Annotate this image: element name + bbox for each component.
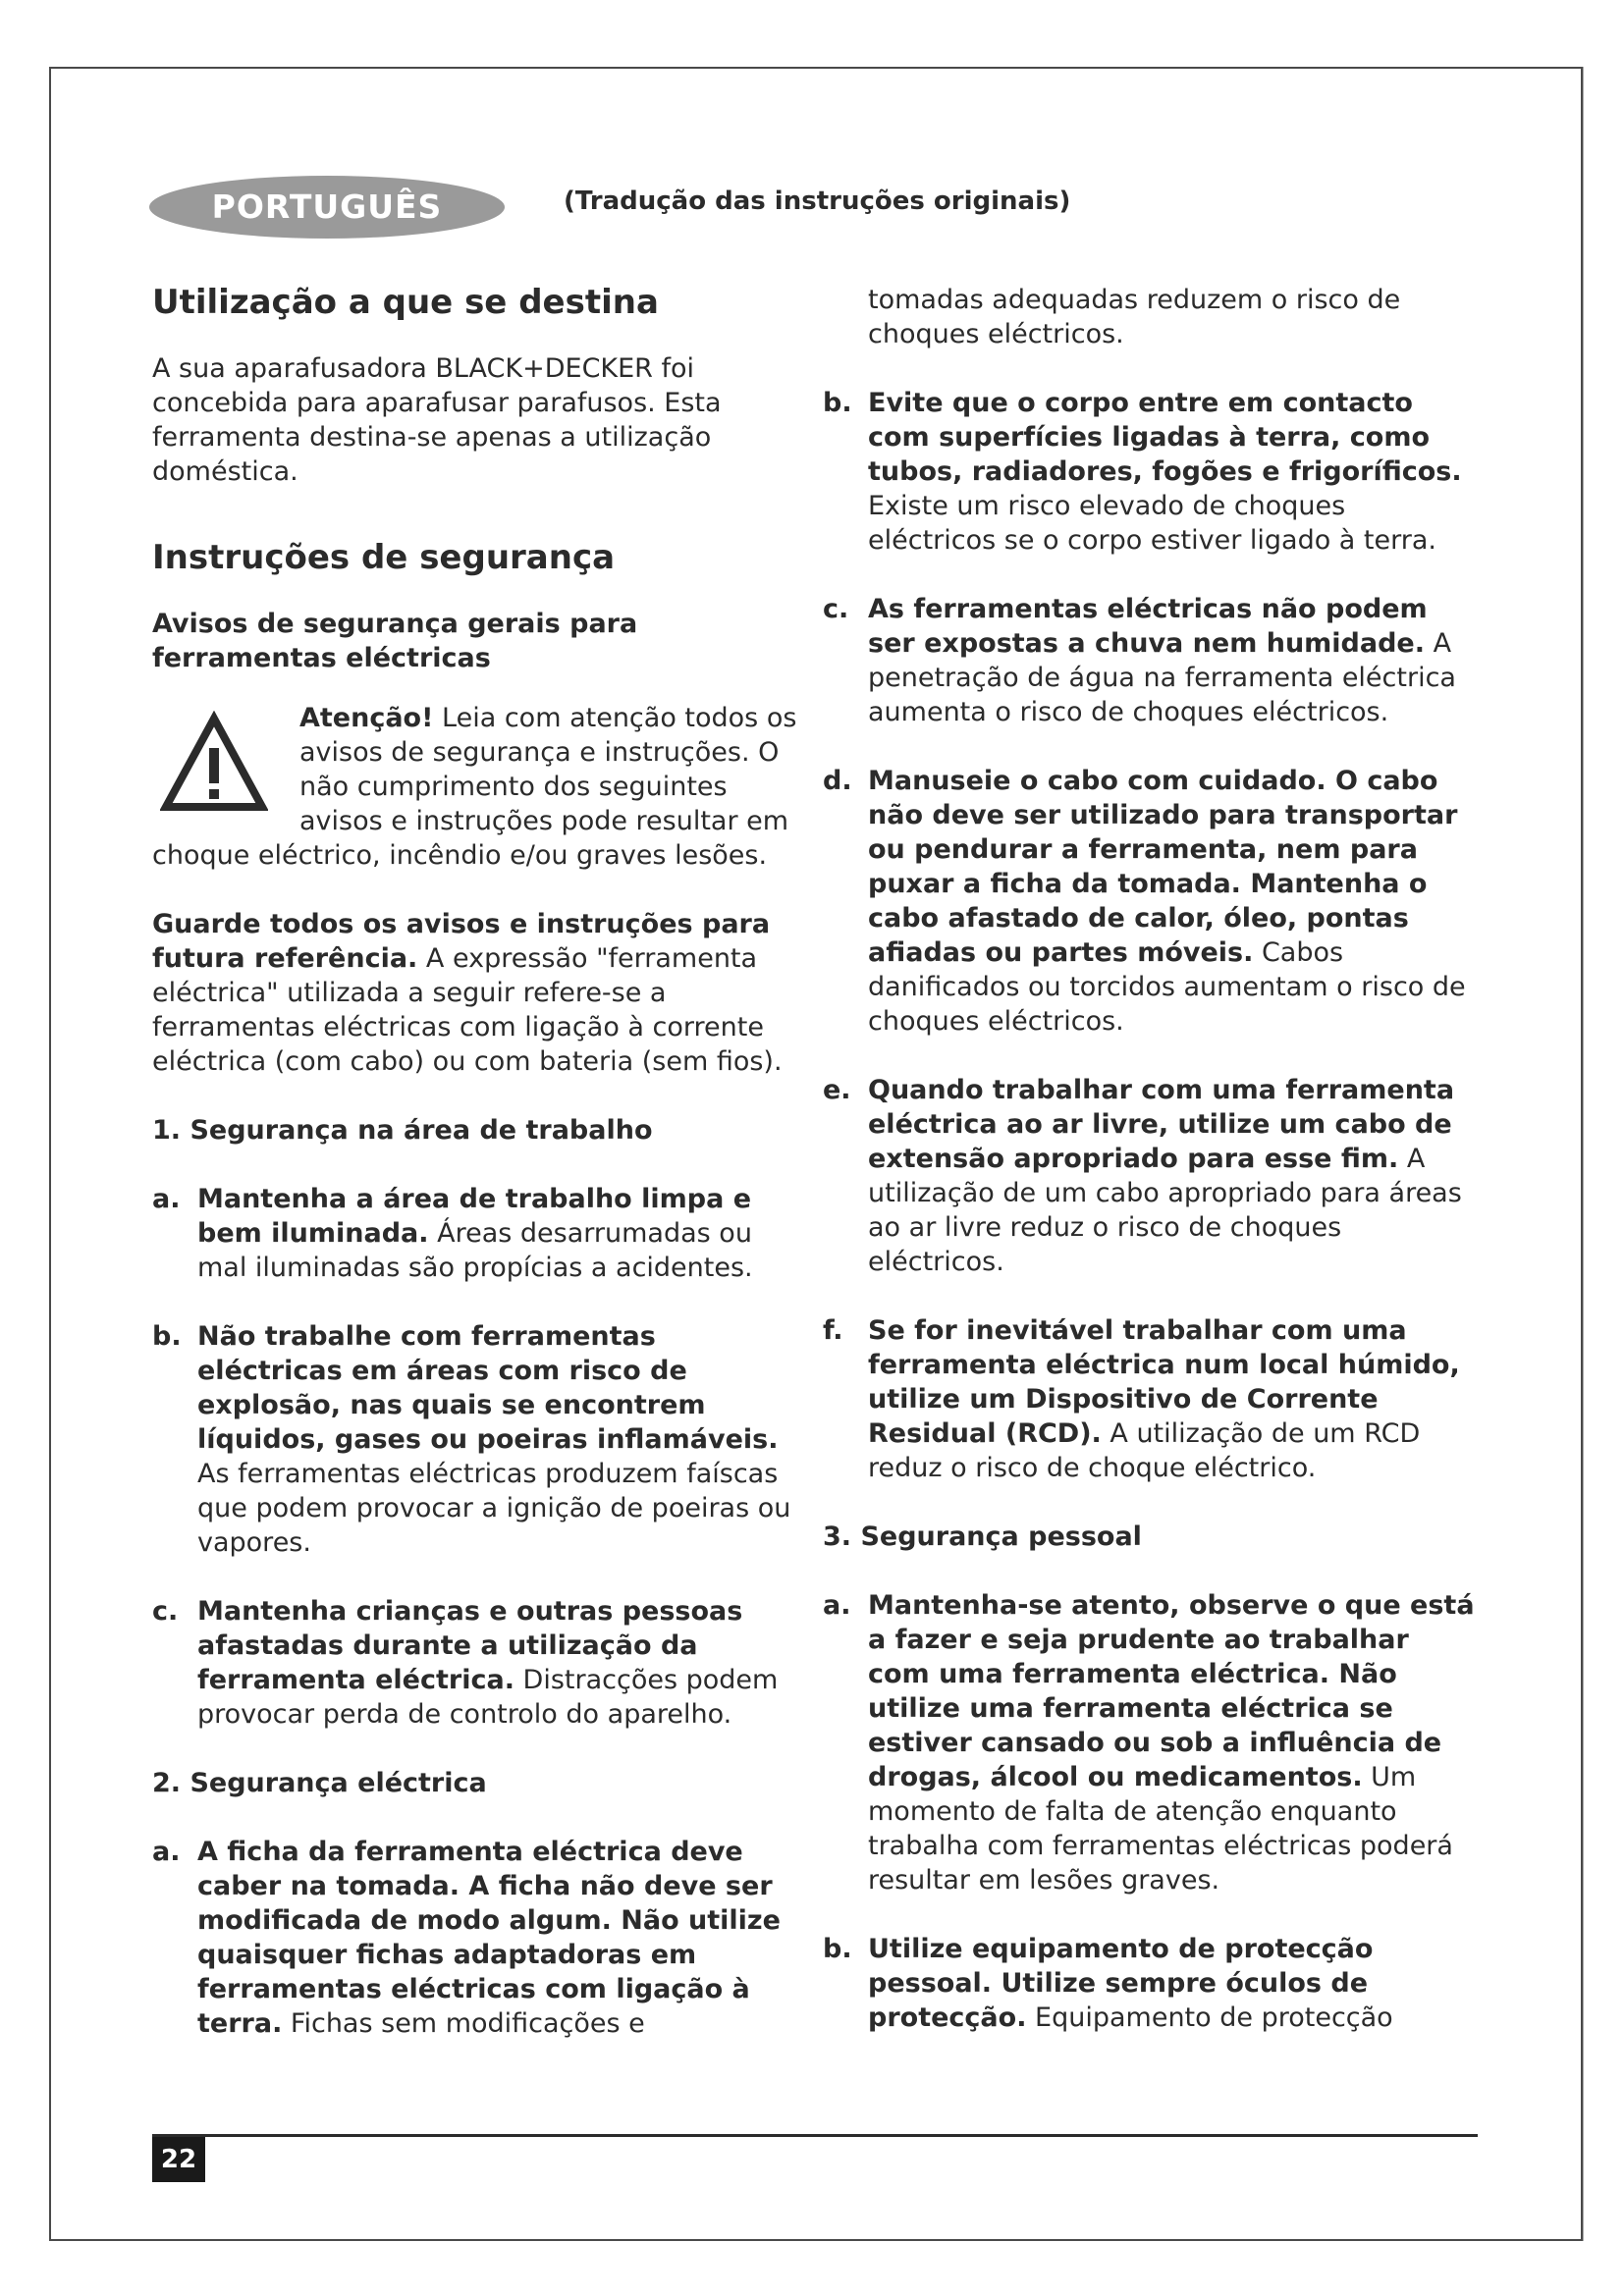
item-text: Cabos danificados ou torcidos aumentam o risco de choques eléctricos. [868,937,1466,1037]
list-item [823,1932,1479,2035]
language-badge: PORTUGUÊS [149,176,505,239]
item-label: a. [152,1184,181,1214]
item-label: a. [152,1837,181,1867]
item-label: a. [823,1590,851,1621]
warning-label: Atenção! [299,703,434,733]
translation-note: (Tradução das instruções originais) [564,187,1071,216]
section-3-heading: 3. Segurança pessoal [823,1522,1142,1552]
keep-instructions-bold: Guarde todos os avisos e instruções para futura referência. [152,909,771,974]
list-item [823,592,1479,729]
list-item [152,1182,800,1285]
page-edge-tab [1583,67,1592,2241]
warning-text: Leia com atenção todos os avisos de segurança e instruções. O não cumprimento dos seguintes avisos e instruções pode resultar em choque eléctrico, incêndio e/ou graves lesões. [152,703,797,871]
list-item [823,386,1479,558]
left-column [152,275,800,2041]
item-text: Equipamento de protecção [1026,2002,1393,2033]
item-label: b. [823,1934,852,1964]
item-bold-text: Mantenha-se atento, observe o que está a fazer e seja prudente ao trabalhar com uma ferramenta eléctrica. Não utilize uma ferramenta eléctrica se estiver cansado ou sob a influência de drogas, álcool ou medicamentos. [868,1590,1475,1792]
list-item [823,1588,1479,1897]
item-label: f. [823,1315,843,1346]
keep-instructions-text: A expressão "ferramenta eléctrica" utilizada a seguir refere-se a ferramentas eléctricas com ligação à corrente eléctrica (com cabo) ou com bateria (sem fios). [152,943,783,1077]
right-column [823,275,1479,2035]
item-text: Áreas desarrumadas ou mal iluminadas são propícias a acidentes. [197,1218,753,1283]
item-text: A utilização de um RCD reduz o risco de choque eléctrico. [868,1418,1421,1483]
item-bold-text: As ferramentas eléctricas não podem ser expostas a chuva nem humidade. [868,594,1428,659]
keep-instructions-paragraph [152,907,800,1079]
safety-heading: Instruções de segurança [152,538,616,577]
item-bold-text: Não trabalhe com ferramentas eléctricas em áreas com risco de explosão, nas quais se encontrem líquidos, gases ou poeiras inflamáveis. [197,1321,779,1455]
list-item [823,1073,1479,1279]
continued-text-body: tomadas adequadas reduzem o risco de choques eléctricos. [868,285,1401,349]
item-bold-text: Mantenha a área de trabalho limpa e bem iluminada. [197,1184,752,1249]
section-1-heading: 1. Segurança na área de trabalho [152,1115,653,1146]
item-bold-text: Utilize equipamento de protecção pessoal. Utilize sempre óculos de protecção. [868,1934,1374,2033]
item-text: Distracções podem provocar perda de controlo do aparelho. [197,1665,779,1730]
item-bold-text: Manuseie o cabo com cuidado. O cabo não deve ser utilizado para transportar ou pendurar a ferramenta, nem para puxar a ficha da tomada. Mantenha o cabo afastado de calor, óleo, pontas afiadas ou partes móveis. [868,766,1458,968]
footer-rule [152,2134,1478,2137]
intended-use-text: A sua aparafusadora BLACK+DECKER foi concebida para aparafusar parafusos. Esta ferramenta destina-se apenas a utilização doméstica. [152,353,722,487]
item-bold-text: Quando trabalhar com uma ferramenta eléctrica ao ar livre, utilize um cabo de extensão apropriado para esse fim. [868,1075,1455,1174]
intended-use-heading: Utilização a que se destina [152,283,659,322]
item-label: c. [823,594,849,624]
item-label: e. [823,1075,851,1105]
list-item [152,1594,800,1732]
item-label: d. [823,766,852,796]
item-text: A penetração de água na ferramenta eléctrica aumenta o risco de choques eléctricos. [868,628,1456,727]
item-bold-text: Evite que o corpo entre em contacto com superfícies ligadas à terra, como tubos, radiadores, fogões e frigoríficos. [868,388,1462,487]
continued-text [823,283,1479,351]
list-item [823,1313,1479,1485]
item-text: Existe um risco elevado de choques eléctricos se o corpo estiver ligado à terra. [868,491,1436,556]
warning-triangle-icon [160,711,268,819]
general-warnings-heading: Avisos de segurança gerais para ferramentas eléctricas [152,609,638,673]
item-label: c. [152,1596,179,1627]
item-text: Fichas sem modificações e [282,2008,645,2039]
item-label: b. [823,388,852,418]
list-item [823,764,1479,1039]
page-number: 22 [152,2137,205,2182]
item-bold-text: Mantenha crianças e outras pessoas afastadas durante a utilização da ferramenta eléctrica. [197,1596,743,1695]
list-item [152,1835,800,2041]
list-item [152,1319,800,1560]
item-text: A utilização de um cabo apropriado para áreas ao ar livre reduz o risco de choques eléctricos. [868,1144,1462,1277]
item-bold-text: A ficha da ferramenta eléctrica deve caber na tomada. A ficha não deve ser modificada de modo algum. Não utilize quaisquer fichas adaptadoras em ferramentas eléctricas com ligação à terra. [197,1837,781,2039]
warning-paragraph [152,701,800,873]
item-text: As ferramentas eléctricas produzem faíscas que podem provocar a ignição de poeiras ou vapores. [197,1459,791,1558]
item-bold-text: Se for inevitável trabalhar com uma ferramenta eléctrica num local húmido, utilize um Dispositivo de Corrente Residual (RCD). [868,1315,1460,1449]
item-label: b. [152,1321,182,1352]
item-text: Um momento de falta de atenção enquanto trabalha com ferramentas eléctricas poderá resultar em lesões graves. [868,1762,1453,1896]
section-2-heading: 2. Segurança eléctrica [152,1768,487,1798]
